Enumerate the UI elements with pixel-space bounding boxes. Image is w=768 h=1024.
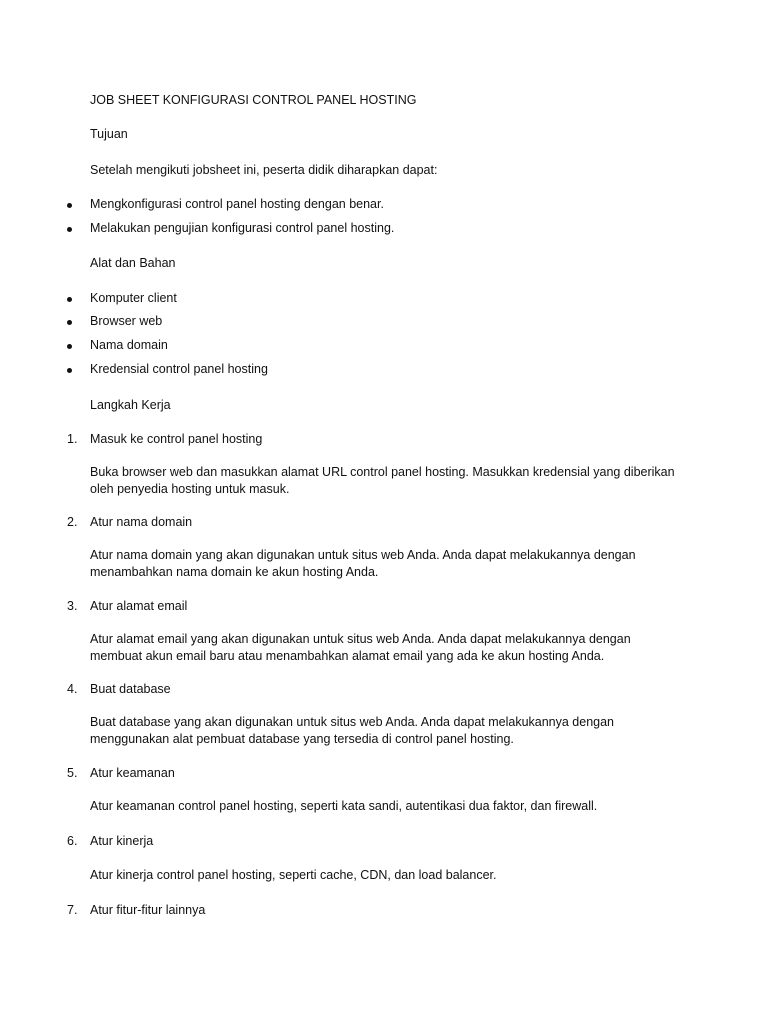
- section-heading-langkah: Langkah Kerja: [90, 398, 171, 412]
- bullet-icon: [67, 320, 72, 325]
- step-title: Atur keamanan: [90, 766, 175, 780]
- section-heading-tujuan: Tujuan: [90, 127, 128, 141]
- list-item: Mengkonfigurasi control panel hosting dengan benar.: [90, 197, 384, 211]
- step-title: Atur fitur-fitur lainnya: [90, 903, 206, 917]
- list-item: Nama domain: [90, 338, 168, 352]
- step-number: 5.: [67, 766, 78, 780]
- step-body: Buat database yang akan digunakan untuk situs web Anda. Anda dapat melakukannya dengan menggunakan alat pembuat database yang tersedia di control panel hosting.: [90, 715, 615, 746]
- step-number: 4.: [67, 682, 78, 696]
- step-number: 3.: [67, 599, 78, 613]
- step-number: 2.: [67, 515, 78, 529]
- intro-text: Setelah mengikuti jobsheet ini, peserta didik diharapkan dapat:: [90, 163, 438, 177]
- bullet-icon: [67, 368, 72, 373]
- list-item: Browser web: [90, 314, 163, 328]
- step-body: Buka browser web dan masukkan alamat URL control panel hosting. Masukkan kredensial yang diberikan oleh penyedia hosting untuk masuk.: [90, 465, 675, 496]
- document-title: JOB SHEET KONFIGURASI CONTROL PANEL HOSTING: [90, 93, 417, 107]
- bullet-icon: [67, 297, 72, 302]
- step-body: Atur nama domain yang akan digunakan untuk situs web Anda. Anda dapat melakukannya dengan menambahkan nama domain ke akun hosting Anda.: [90, 548, 636, 579]
- list-item: Melakukan pengujian konfigurasi control panel hosting.: [90, 221, 395, 235]
- list-item: Komputer client: [90, 291, 177, 305]
- step-title: Atur kinerja: [90, 834, 154, 848]
- section-heading-alat: Alat dan Bahan: [90, 256, 176, 270]
- list-item: Kredensial control panel hosting: [90, 362, 268, 376]
- step-title: Atur alamat email: [90, 599, 188, 613]
- step-body: Atur keamanan control panel hosting, seperti kata sandi, autentikasi dua faktor, dan firewall.: [90, 799, 598, 813]
- bullet-icon: [67, 344, 72, 349]
- bullet-icon: [67, 203, 72, 208]
- step-title: Buat database: [90, 682, 171, 696]
- bullet-icon: [67, 227, 72, 232]
- step-number: 6.: [67, 834, 78, 848]
- step-title: Masuk ke control panel hosting: [90, 432, 263, 446]
- step-number: 7.: [67, 903, 78, 917]
- step-title: Atur nama domain: [90, 515, 193, 529]
- step-body: Atur kinerja control panel hosting, seperti cache, CDN, dan load balancer.: [90, 868, 497, 882]
- step-number: 1.: [67, 432, 78, 446]
- step-body: Atur alamat email yang akan digunakan untuk situs web Anda. Anda dapat melakukannya dengan membuat akun email baru atau menambahkan alamat email yang ada ke akun hosting Anda.: [90, 632, 631, 663]
